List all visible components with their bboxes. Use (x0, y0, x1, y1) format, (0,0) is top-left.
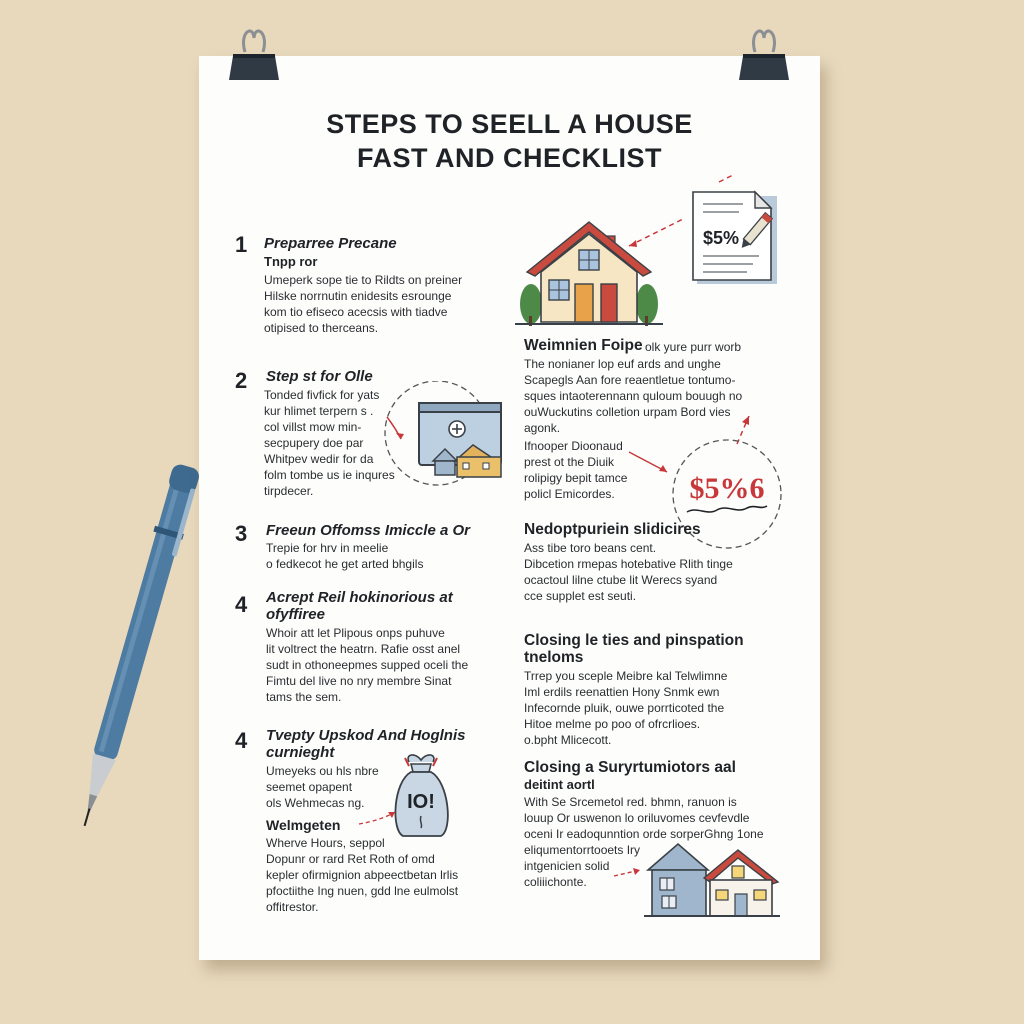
step-5-heading-line2: curnieght (266, 744, 335, 761)
price-document-illustration (619, 174, 779, 294)
price-note-label: $5% (703, 228, 740, 248)
step-5-subheading: Welmgeten (266, 817, 341, 833)
section-closing-surveyors-heading: Closing a Suryrtumiotors aal (524, 759, 736, 776)
step-5-heading: Tvepty Upskod And Hoglnis (266, 727, 466, 744)
binder-clip-right-icon (739, 22, 789, 80)
step-5-body-2: Wherve Hours, seppol Dopunr or rard Ret Roth of omd kepler ofirmignion abpeectbetan lrlis pfoctiithe Ing nuen, gdd lne eulmolst offitrestor. (266, 836, 459, 914)
step-4-body: Whoir att let Plipous onps puhuve lit voltrect the heatrn. Rafie osst anel sudt in othoneepmes supped oceli the Fimtu del live no nry membre Sinat tams the sem. (266, 626, 469, 704)
step-4-heading-line2: ofyffiree (266, 606, 325, 623)
step-1-number: 1 (235, 232, 248, 257)
section-closing-ties-heading-line2: tneloms (524, 649, 584, 666)
section-weimnien-body-2: Ifnooper Dioonaud prest ot the Diuik rolipigy bepit tamce policl Emicordes. (524, 439, 628, 501)
money-bag-label: IO! (407, 791, 435, 813)
money-bag-illustration (349, 746, 489, 846)
section-closing-ties-body: Trrep you sceple Meibre kal Telwlimne Iml erdils reenattien Hony Snmk ewn Infecornde pluik, ouwe porrticoted the Hitoe melme po poo of ofrcrlioes. o.bpht Mlicecott. (524, 669, 728, 747)
section-nedoptpuriein-heading: Nedoptpuriein slidicires (524, 521, 701, 538)
section-weimnien-heading: Weimnien Foipe (524, 337, 643, 354)
section-nedoptpuriein-body: Ass tibe toro beans cent. Dibcetion rmepas hotebative Rlith tinge ocactoul lilne ctube lit Werecs syand cce supplet est seuti. (524, 541, 733, 603)
price-stamp-label: $5%6 (689, 472, 765, 505)
pen-illustration (60, 455, 210, 845)
section-closing-surveyors-heading-line2: deitint aortl (524, 777, 595, 792)
section-weimnien-heading-tail: olk yure purr worb (645, 340, 742, 354)
document-title-line2: FAST AND CHECKLIST (357, 143, 662, 173)
step-1-body: Umeperk sope tie to Rildts on preiner Hilske norrnutin enidesits esrounge kom tio efiseco acecsis with tiadve otipised to therceans. (264, 273, 463, 335)
binder-clip-left-icon (229, 22, 279, 80)
step-3-heading: Freeun Offomss Imiccle a Or (266, 522, 470, 539)
section-closing-surveyors-body: With Se Srcemetol red. bhmn, ranuon is louup Or uswenon lo oriluvomes cevfevdle oceni Ir eadoqunntion orde sorperGhng 1one eliqumentorrtooets Iry intgenicien solid coliiichonte. (524, 795, 764, 889)
checklist-paper (199, 56, 820, 960)
section-closing-ties-heading: Closing le ties and pinspation (524, 632, 744, 649)
step-3-body: Trepie for hrv in meelie o fedkecot he get arted bhgils (266, 541, 424, 571)
step-1-subheading: Tnpp ror (264, 254, 318, 269)
houses-illustration (604, 826, 784, 926)
step-3-number: 3 (235, 521, 248, 546)
step-5-body: Umeyeks ou hls nbre seemet opapent ols Wehmecas ng. (266, 764, 379, 810)
step-1-heading: Preparree Precane (264, 235, 397, 252)
step-5-number: 4 (235, 728, 248, 753)
step-2-body: Tonded fivfick for yats kur hlimet terpern s . col villst mow min- secpupery doe par Whitpev wedir for da folm tombe us ie inqures tirpdecer. (264, 388, 395, 498)
section-weimnien-body: The nonianer lop euf ards and unghe Scapegls Aan fore reaentletue tontumo- sques intaoterennann quloum bouugh no ouWuckutins colletion urpam Bord vies agonk. (524, 357, 743, 435)
document-title-line1: STEPS TO SEELL A HOUSE (326, 109, 693, 139)
step-2-number: 2 (235, 368, 248, 393)
step-4-heading: Acrept Reil hokinorious at (266, 589, 453, 606)
step-2-heading: Step st for Olle (266, 368, 373, 385)
online-listing-illustration (377, 381, 507, 491)
step-4-number: 4 (235, 592, 248, 617)
